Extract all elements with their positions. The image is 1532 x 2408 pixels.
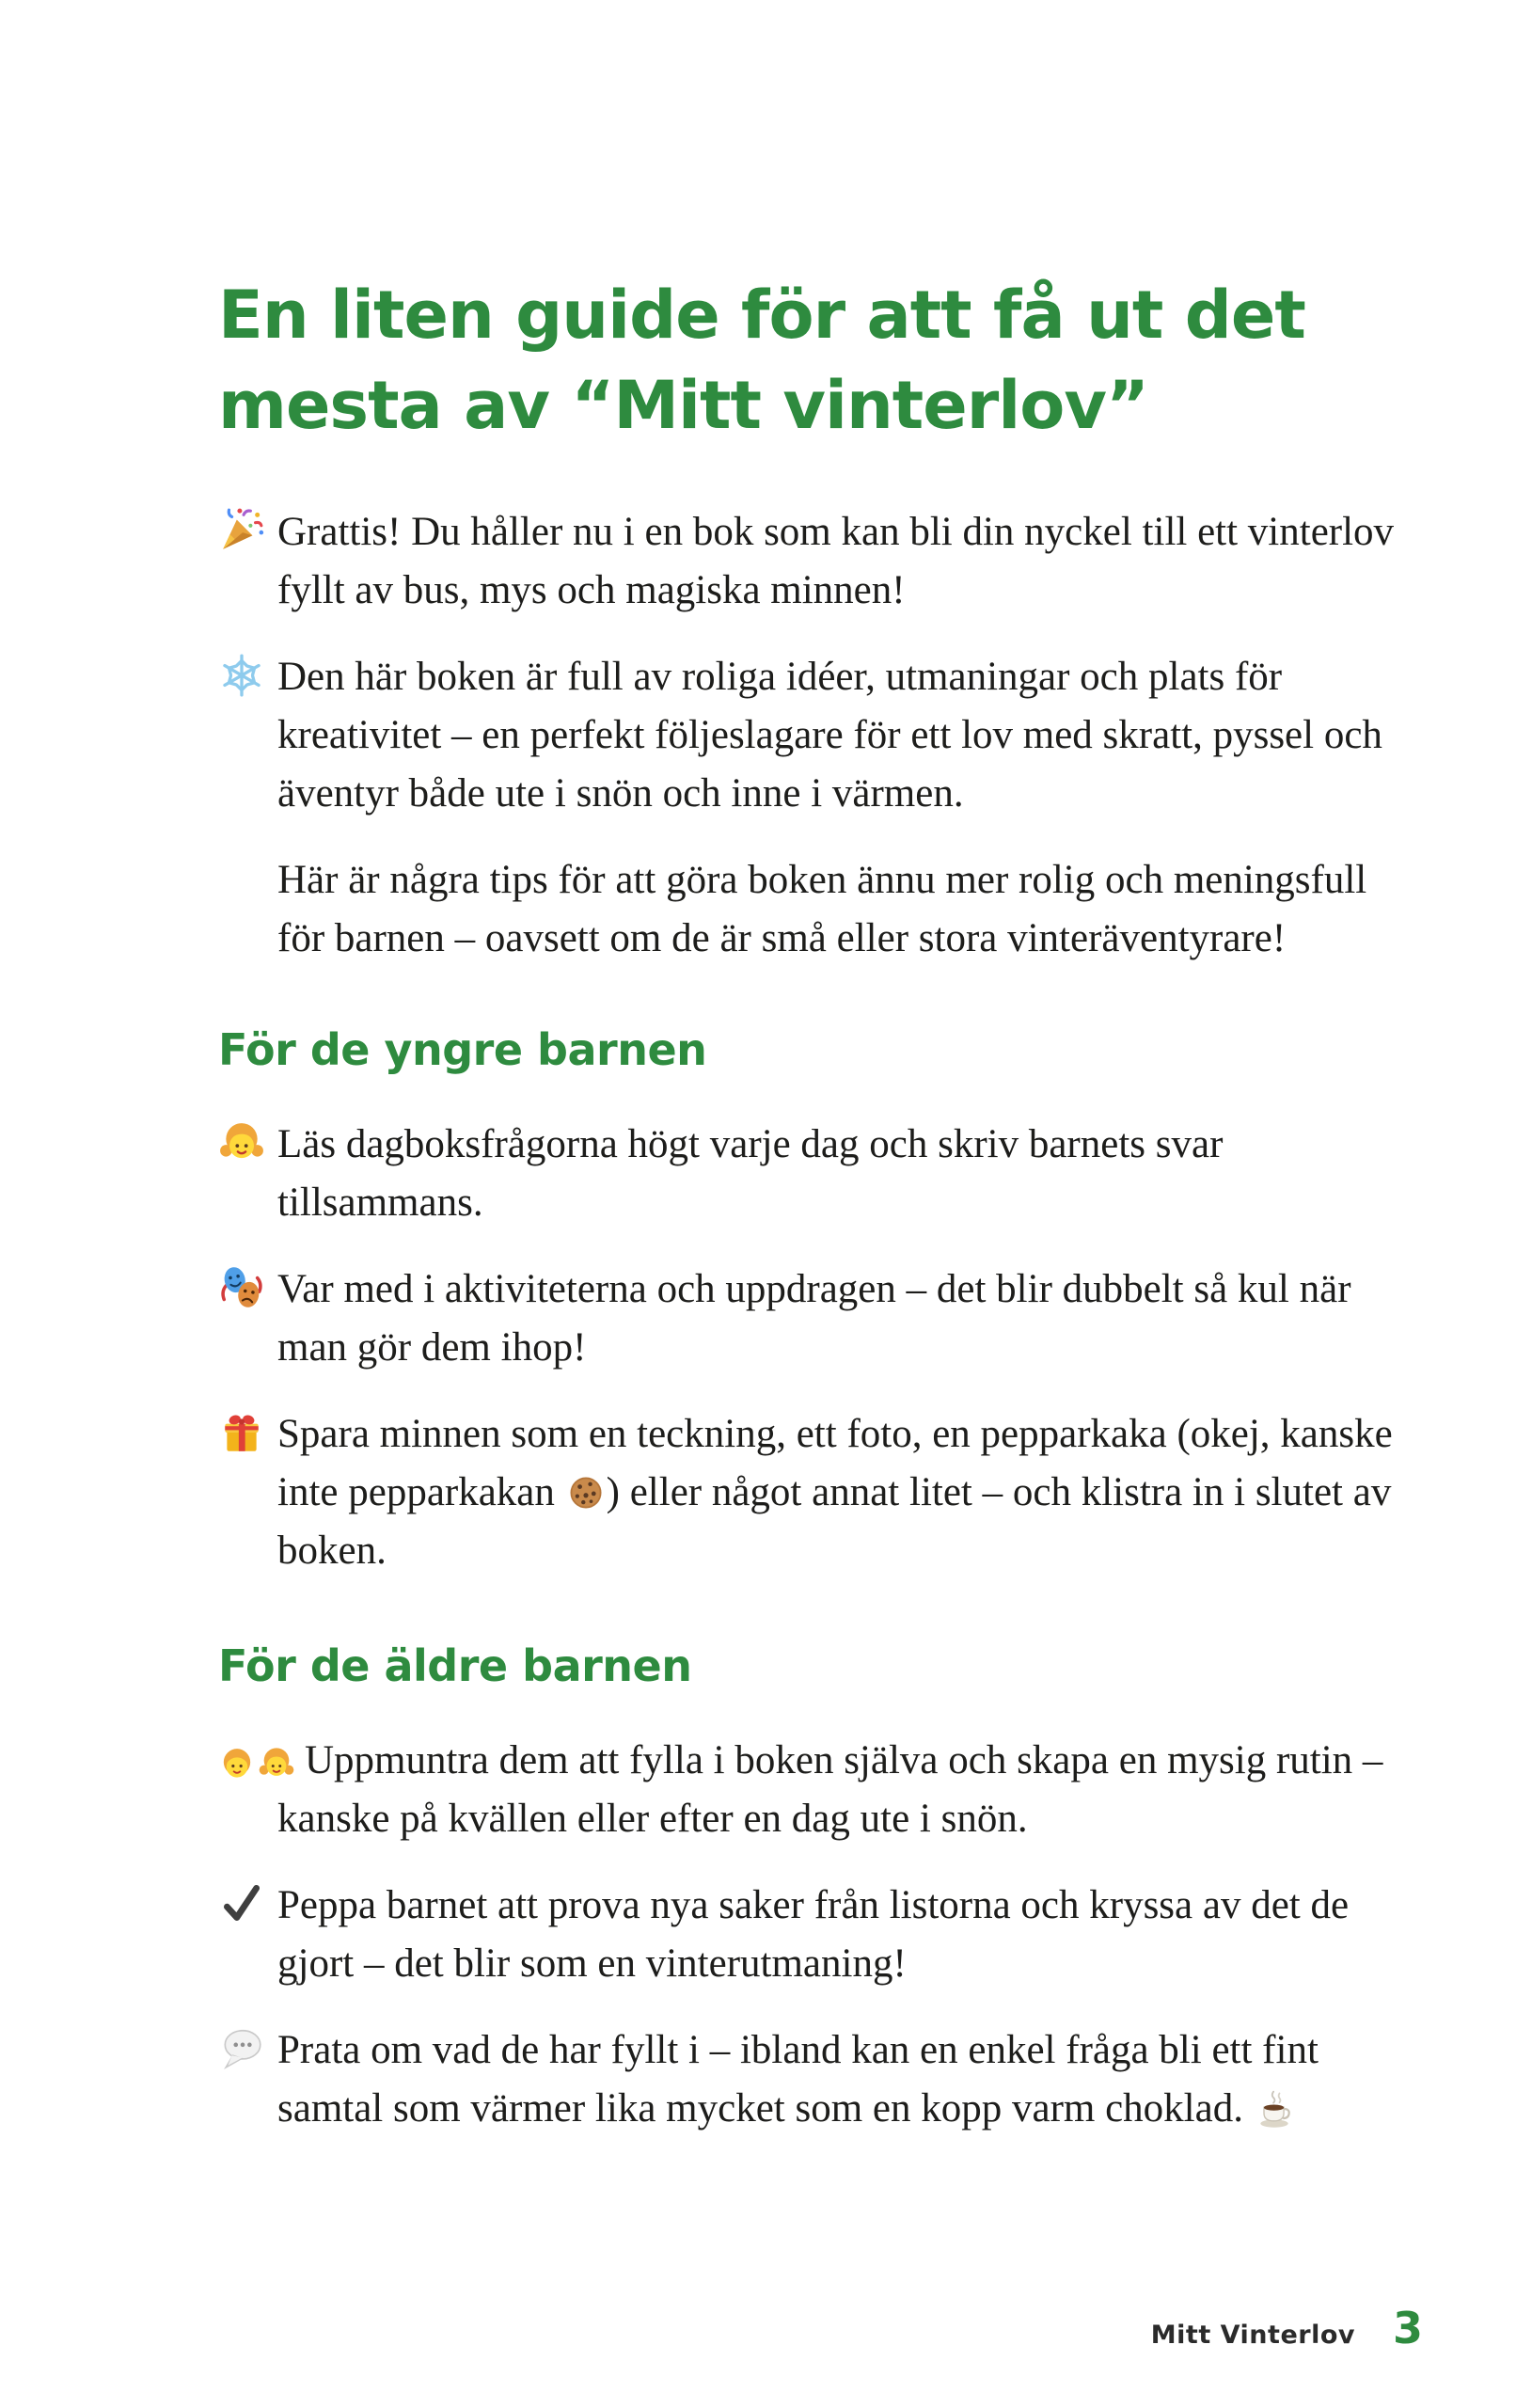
paragraph-text: Här är några tips för att göra boken ännu mer rolig och meningsfull för barnen – oavsett om de är små eller stora vinteräventyrare! bbox=[277, 857, 1367, 960]
paragraph-text: Den här boken är full av roliga idéer, utmaningar och plats för kreativitet – en perfekt följeslagare för ett lov med skratt, pyssel och äventyr både ute i snön och inne i värmen. bbox=[277, 654, 1382, 816]
older-paragraph-uppmuntra bbox=[218, 1732, 1422, 1848]
hot-beverage-icon bbox=[1254, 2088, 1295, 2130]
page-footer bbox=[1151, 2303, 1423, 2353]
girl-icon bbox=[218, 1119, 265, 1166]
older-paragraph-peppa bbox=[218, 1877, 1422, 1993]
party-popper-icon bbox=[218, 507, 265, 554]
girl-icon bbox=[258, 1741, 295, 1784]
check-mark-icon bbox=[218, 1880, 265, 1927]
paragraph-text-start: Spara minnen som en teckning, ett foto, en pepparkaka (okej, kanske inte pepparkakan bbox=[277, 1411, 1393, 1514]
intro-paragraph-boken bbox=[218, 648, 1422, 823]
page-title-line2: mesta av “Mitt vinterlov” bbox=[218, 366, 1148, 444]
gift-icon bbox=[218, 1409, 265, 1456]
paragraph-text: Läs dagboksfrågorna högt varje dag och skriv barnets svar tillsammans. bbox=[277, 1121, 1224, 1225]
heading-older-children: För de äldre barnen bbox=[218, 1640, 692, 1691]
paragraph-text: Var med i aktiviteterna och uppdragen – det blir dubbelt så kul när man gör dem ihop! bbox=[277, 1266, 1351, 1370]
paragraph-text: Grattis! Du håller nu i en bok som kan bli din nyckel till ett vinterlov fyllt av bus, mys och magiska minnen! bbox=[277, 509, 1395, 612]
younger-paragraph-aktiviteter bbox=[218, 1260, 1422, 1377]
page-title-line1: En liten guide för att få ut det bbox=[218, 276, 1305, 354]
paragraph-text-end: ) eller något annat litet – och klistra in i slutet av boken. bbox=[277, 1469, 1392, 1573]
intro-paragraph-tips bbox=[218, 851, 1422, 968]
snowflake-icon bbox=[218, 652, 265, 699]
paragraph-text-start: Prata om vad de har fyllt i – ibland kan en enkel fråga bli ett fint samtal som värmer lika mycket som en kopp varm choklad. bbox=[277, 2027, 1319, 2131]
older-section bbox=[218, 1732, 1422, 2138]
older-paragraph-prata bbox=[218, 2021, 1422, 2138]
cookie-icon bbox=[565, 1472, 607, 1513]
paragraph-text: Uppmuntra dem att fylla i boken själva och skapa en mysig rutin – kanske på kvällen eller efter en dag ute i snön. bbox=[277, 1737, 1383, 1841]
theater-masks-icon bbox=[218, 1264, 265, 1311]
intro-section bbox=[218, 503, 1422, 968]
footer-page-number: 3 bbox=[1392, 2303, 1423, 2353]
footer-book-title: Mitt Vinterlov bbox=[1150, 2321, 1355, 2350]
page-title bbox=[218, 44, 1422, 451]
page-content bbox=[218, 0, 1422, 2166]
boy-icon bbox=[218, 1741, 256, 1784]
paragraph-text: Peppa barnet att prova nya saker från listorna och kryssa av det de gjort – det blir som en vinterutmaning! bbox=[277, 1882, 1350, 1986]
younger-section bbox=[218, 1116, 1422, 1580]
intro-paragraph-grattis bbox=[218, 503, 1422, 620]
heading-younger-children: För de yngre barnen bbox=[218, 1023, 707, 1075]
younger-paragraph-las bbox=[218, 1116, 1422, 1232]
younger-paragraph-spara-minnen bbox=[218, 1405, 1422, 1580]
speech-balloon-icon bbox=[218, 2025, 265, 2072]
